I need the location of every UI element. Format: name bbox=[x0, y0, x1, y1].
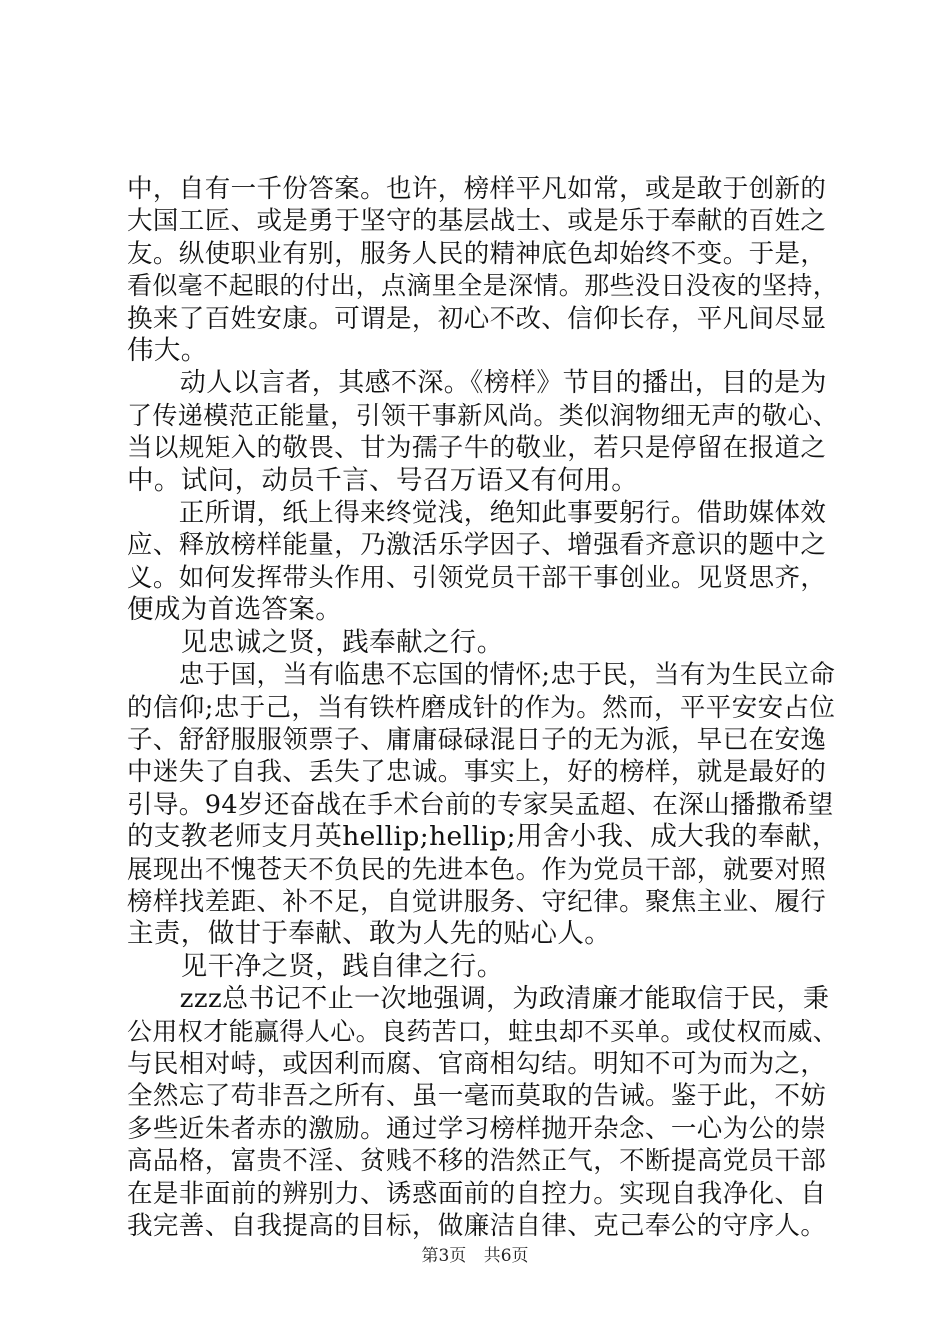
page-total: 共6页 bbox=[483, 1246, 529, 1266]
paragraph-line: 大国工匠、或是勇于坚守的基层战士、或是乐于奉献的百姓之 bbox=[127, 206, 827, 237]
paragraph-line: 友。纵使职业有别，服务人民的精神底色却始终不变。于是， bbox=[127, 238, 827, 269]
paragraph-line: 中。试问，动员千言、号召万语又有何用。 bbox=[127, 464, 639, 496]
paragraph-line: 看似毫不起眼的付出，点滴里全是深情。那些没日没夜的坚持， bbox=[127, 271, 839, 301]
paragraph-line: 我完善、自我提高的目标，做廉洁自律、克己奉公的守序人。 bbox=[127, 1211, 827, 1241]
paragraph-line: 了传递模范正能量，引领干事新风尚。类似润物细无声的敬心、 bbox=[127, 400, 839, 430]
paragraph-line: zzz总书记不止一次地强调，为政清廉才能取信于民，秉 bbox=[127, 984, 830, 1015]
paragraph-line: 当以规矩入的敬畏、甘为孺子牛的敬业，若只是停留在报道之 bbox=[127, 433, 827, 464]
paragraph-line: 忠于国，当有临患不忘国的情怀;忠于民，当有为生民立命 bbox=[127, 660, 836, 691]
paragraph-line: 便成为首选答案。 bbox=[127, 594, 343, 626]
paragraph-line: 的信仰;忠于己，当有铁杵磨成针的作为。然而，平平安安占位 bbox=[127, 692, 836, 723]
paragraph-line: 在是非面前的辨别力、诱惑面前的自控力。实现自我净化、自 bbox=[127, 1178, 827, 1209]
paragraph-line: 中迷失了自我、丢失了忠诚。事实上，好的榜样，就是最好的 bbox=[127, 757, 827, 788]
paragraph-line: 主责，做甘于奉献、敢为人先的贴心人。 bbox=[127, 918, 612, 950]
page-footer bbox=[0, 1246, 950, 1266]
paragraph-line: 换来了百姓安康。可谓是，初心不改、信仰长存，平凡间尽显 bbox=[127, 303, 827, 334]
paragraph-line: 正所谓，纸上得来终觉浅，绝知此事要躬行。借助媒体效 bbox=[127, 498, 827, 529]
page-number: 第3页 bbox=[421, 1246, 467, 1266]
paragraph-line: 公用权才能赢得人心。良药苦口，蛀虫却不买单。或仗权而威、 bbox=[127, 1016, 839, 1046]
paragraph-line: 全然忘了苟非吾之所有、虽一毫而莫取的告诫。鉴于此，不妨 bbox=[127, 1081, 827, 1112]
paragraph-line: 动人以言者，其感不深。《榜样》节目的播出，目的是为 bbox=[127, 368, 827, 399]
paragraph-line: 与民相对峙，或因利而腐、官商相勾结。明知不可为而为之， bbox=[127, 1048, 827, 1079]
paragraph-line: 应、释放榜样能量，乃激活乐学因子、增强看齐意识的题中之 bbox=[127, 530, 827, 561]
paragraph-line: 义。如何发挥带头作用、引领党员干部干事创业。见贤思齐， bbox=[127, 562, 827, 593]
paragraph-line: 多些近朱者赤的激励。通过学习榜样抛开杂念、一心为公的崇 bbox=[127, 1113, 827, 1144]
paragraph-line: 子、舒舒服服领票子、庸庸碌碌混日子的无为派，早已在安逸 bbox=[127, 724, 827, 755]
document-body bbox=[127, 173, 839, 1242]
paragraph-line: 榜样找差距、补不足，自觉讲服务、守纪律。聚焦主业、履行 bbox=[127, 886, 827, 917]
paragraph-line: 见干净之贤，践自律之行。 bbox=[127, 950, 504, 982]
paragraph-line: 的支教老师支月英hellip;hellip;用舍小我、成大我的奉献， bbox=[127, 821, 839, 853]
paragraph-line: 见忠诚之贤，践奉献之行。 bbox=[127, 626, 504, 658]
paragraph-line: 引导。94岁还奋战在手术台前的专家吴孟超、在深山播撒希望 bbox=[127, 789, 834, 820]
paragraph-line: 中，自有一千份答案。也许，榜样平凡如常，或是敢于创新的 bbox=[127, 174, 827, 204]
paragraph-line: 伟大。 bbox=[127, 335, 208, 367]
paragraph-line: 高品格，富贵不淫、贫贱不移的浩然正气，不断提高党员干部 bbox=[127, 1146, 827, 1177]
paragraph-line: 展现出不愧苍天不负民的先进本色。作为党员干部，就要对照 bbox=[127, 854, 827, 885]
